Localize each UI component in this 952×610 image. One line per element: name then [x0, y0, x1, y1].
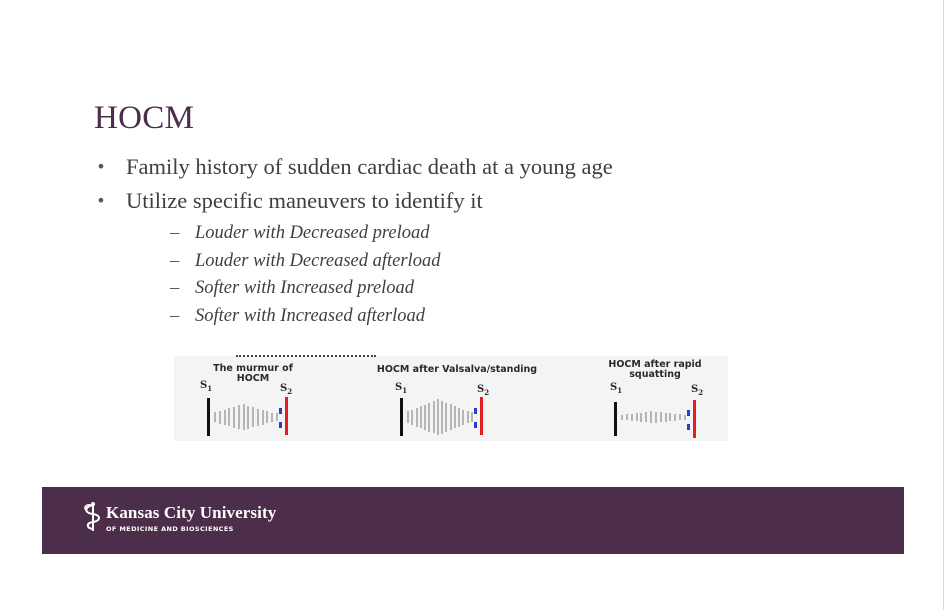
sub-bullet-dash: –	[170, 278, 180, 298]
murmur-bar	[228, 408, 230, 426]
panel-1-s2-label: $S_2$	[280, 383, 293, 396]
murmur-bar	[247, 406, 249, 429]
murmur-bar	[437, 399, 439, 435]
murmur-bar	[458, 408, 460, 427]
panel-2-s1-sound	[400, 398, 403, 436]
university-tagline: OF MEDICINE AND BIOSCIENCES	[106, 525, 234, 533]
sub-bullet-text: Softer with Increased preload	[195, 278, 415, 298]
sub-bullet-text: Louder with Decreased afterload	[195, 250, 441, 271]
slide-title: HOCM	[94, 100, 195, 136]
panel-3-label-line2: squatting	[629, 369, 681, 380]
panel-2-s1-label: $S_1$	[395, 382, 408, 395]
murmur-bar	[238, 405, 240, 429]
panel-2-label-line1: HOCM after Valsalva/standing	[376, 364, 538, 375]
panel-1-s1-sound	[207, 398, 210, 436]
panel-2-s2-label: $S_2$	[477, 384, 490, 397]
murmur-bar	[650, 411, 652, 423]
bullet-text: Family history of sudden cardiac death at a young age	[126, 154, 613, 179]
murmur-bar	[655, 412, 657, 423]
murmur-bar	[420, 406, 422, 428]
murmur-bar	[214, 412, 216, 422]
sub-bullet-item	[170, 275, 613, 303]
panel-1-s1-label: $S_1$	[200, 380, 213, 393]
murmur-bar	[257, 409, 259, 426]
panel-1-marker-top	[279, 408, 282, 414]
sub-bullet-dash: –	[170, 305, 180, 326]
murmur-bar	[467, 411, 469, 423]
murmur-bar	[411, 410, 413, 425]
murmur-bar	[684, 415, 686, 420]
murmur-bar	[669, 413, 671, 421]
bullet-dot: •	[96, 157, 106, 176]
murmur-bar	[252, 407, 254, 427]
university-name: Kansas City University	[106, 503, 277, 522]
murmur-bar	[233, 407, 235, 428]
murmur-bar	[407, 411, 409, 423]
figure-cropped-text-remnant	[236, 352, 376, 357]
sub-bullet-item	[170, 220, 613, 248]
panel-1-label-line2: HOCM	[236, 373, 270, 384]
murmur-bar	[674, 414, 676, 421]
murmur-bar	[665, 413, 667, 422]
panel-3-marker-bottom	[687, 424, 690, 430]
murmur-bar	[266, 411, 268, 423]
murmur-bar	[640, 413, 642, 422]
murmur-bar	[679, 414, 681, 420]
sub-bullet-dash: –	[170, 223, 180, 243]
murmur-bar	[428, 403, 430, 432]
panel-3-label	[582, 360, 728, 380]
caduceus-icon	[80, 501, 104, 533]
murmur-bar	[626, 414, 628, 420]
bullet-item	[94, 184, 613, 330]
sub-bullet-text: Softer with Increased afterload	[195, 305, 426, 326]
panel-3-marker-top	[687, 410, 690, 416]
panel-1-s2-sound	[285, 397, 288, 435]
sub-bullet-item	[170, 303, 613, 331]
murmur-bar	[262, 410, 264, 425]
murmur-bar	[219, 411, 221, 424]
bullet-list	[94, 150, 613, 330]
panel-1-marker-bottom	[279, 422, 282, 428]
sub-bullet-dash: –	[170, 250, 180, 271]
panel-3-s2-label: $S_2$	[691, 384, 704, 397]
murmur-bar	[636, 413, 638, 421]
panel-2-marker-bottom	[474, 422, 477, 428]
murmur-bar	[445, 403, 447, 432]
panel-2-s2-sound	[480, 397, 483, 435]
murmur-bar	[660, 412, 662, 422]
panel-3-label-line1: HOCM after rapid	[608, 359, 702, 370]
murmur-bar	[424, 405, 426, 430]
footer-band	[42, 487, 904, 554]
murmur-bar	[631, 414, 633, 421]
panel-3-s1-sound	[614, 402, 617, 436]
murmur-bar	[271, 413, 273, 422]
phonocardiogram-figure	[174, 352, 728, 441]
murmur-bar	[621, 415, 623, 420]
murmur-bar	[416, 408, 418, 427]
murmur-bar	[450, 404, 452, 430]
panel-3-s2-sound	[693, 400, 696, 438]
panel-3-s1-label: $S_1$	[610, 382, 623, 395]
panel-1-label-line1: The murmur of	[213, 363, 293, 374]
bullet-dot: •	[96, 191, 106, 210]
murmur-bar	[462, 410, 464, 425]
murmur-bar	[224, 410, 226, 425]
murmur-bar	[441, 401, 443, 434]
sub-bullet-text: Louder with Decreased preload	[195, 223, 430, 243]
bullet-text: Utilize specific maneuvers to identify it	[126, 188, 483, 213]
murmur-bar	[243, 404, 245, 430]
panel-2-label	[332, 365, 582, 375]
sub-bullet-item	[170, 248, 613, 276]
murmur-bar	[471, 412, 473, 422]
bullet-item	[94, 150, 613, 184]
murmur-bar	[645, 412, 647, 422]
panel-2-marker-top	[474, 408, 477, 414]
sub-bullet-list	[170, 220, 613, 330]
murmur-bar	[276, 413, 278, 421]
murmur-bar	[433, 401, 435, 433]
murmur-bar	[454, 406, 456, 428]
